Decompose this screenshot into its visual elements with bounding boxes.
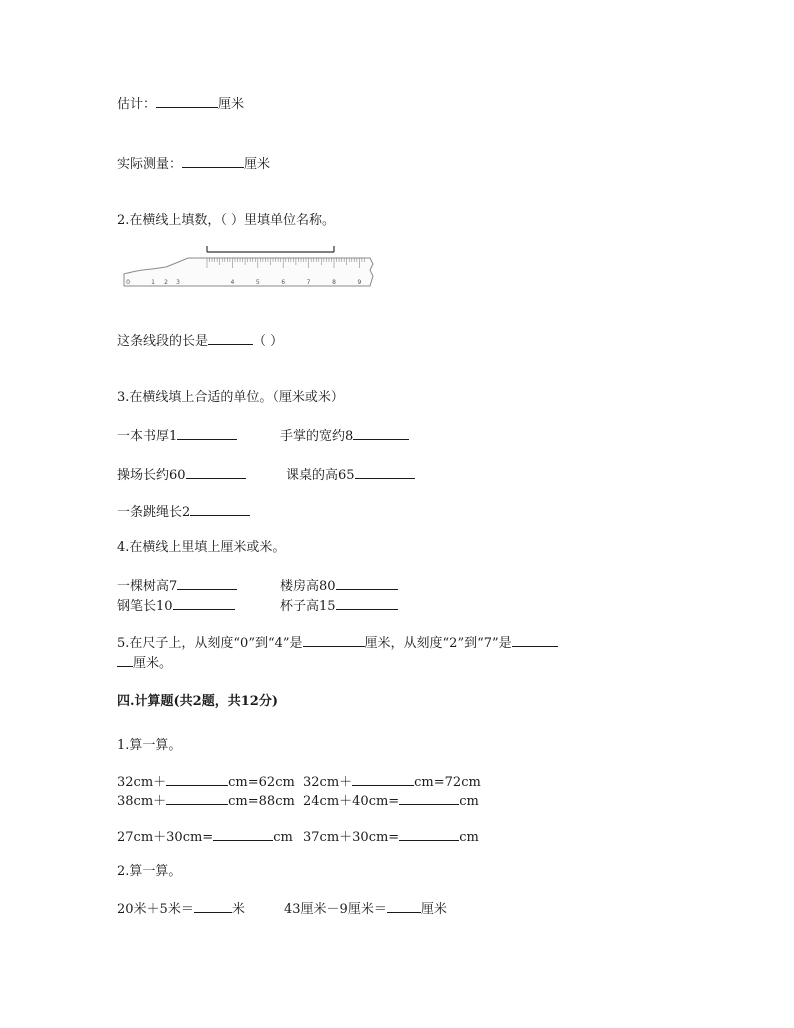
c1-title: 1.算一算。 (117, 738, 182, 753)
q4-item-1-text: 一棵树高7 (117, 579, 178, 594)
ruler-number: 9 (357, 279, 362, 286)
q5-blank-1[interactable] (303, 634, 365, 647)
q2-title: 2.在横线上填数，（ ）里填单位名称。 (117, 213, 336, 228)
c1-expr-4 (303, 792, 479, 810)
q3-title: 3.在横线填上合适的单位。（厘米或米） (117, 390, 344, 405)
c1-expr-6-post: cm (459, 830, 479, 845)
c1-expr-2-blank[interactable] (352, 773, 414, 786)
estimate-blank[interactable] (156, 95, 218, 108)
q3-item-1-text: 一本书厚1 (117, 429, 178, 444)
c2-title: 2.算一算。 (117, 864, 182, 879)
c1-expr-3 (117, 792, 295, 810)
q3-item-2-blank[interactable] (353, 427, 409, 440)
c2-expr-2-pre: 43厘米－9厘米＝ (284, 902, 387, 917)
c1-expr-3-pre: 38cm＋ (117, 794, 167, 809)
c2-expr-1-pre: 20米＋5米＝ (117, 902, 194, 917)
q5-line-1 (117, 634, 558, 652)
q4-item-3-blank[interactable] (173, 597, 235, 610)
q5-part2: 厘米，从刻度“2”到“7”是 (364, 636, 512, 651)
actual-label: 实际测量： (117, 157, 183, 172)
measured-segment (207, 246, 334, 252)
c1-expr-5 (117, 828, 293, 846)
q4-item-4 (280, 597, 398, 615)
c2-expr-1-blank[interactable] (194, 900, 232, 913)
section-title: 四.计算题(共2题，共12分) (117, 694, 278, 709)
ruler-figure (118, 240, 378, 292)
c1-expr-4-pre: 24cm＋40cm= (303, 794, 400, 809)
q4-item-2-blank[interactable] (336, 577, 398, 590)
c1-expr-3-post: cm=88cm (228, 794, 295, 809)
estimate-unit: 厘米 (218, 97, 245, 112)
q3-item-4-blank[interactable] (355, 466, 415, 479)
q3-item-4-text: 课桌的高65 (286, 468, 355, 483)
q5-blank-2-cont[interactable] (117, 654, 133, 667)
q3-item-2 (280, 427, 409, 445)
c1-expr-3-blank[interactable] (166, 792, 228, 805)
q2-answer-line (117, 332, 283, 350)
ruler-number: 6 (281, 279, 286, 286)
ruler-number: 3 (176, 279, 180, 286)
q2-unit-paren[interactable]: （ ） (253, 334, 284, 349)
c1-expr-4-blank[interactable] (399, 792, 459, 805)
q3-item-2-text: 手掌的宽约8 (280, 429, 354, 444)
ruler-number: 8 (332, 279, 336, 286)
q4-item-2-text: 楼房高80 (280, 579, 336, 594)
ruler-number: 2 (164, 279, 168, 286)
q3-item-3-text: 操场长约60 (117, 468, 186, 483)
estimate-label: 估计： (117, 97, 157, 112)
q5-blank-2[interactable] (512, 634, 558, 647)
c1-expr-1-post: cm=62cm (228, 775, 295, 790)
c2-expr-1-post: 米 (231, 902, 245, 917)
ruler-number: 1 (151, 279, 155, 286)
c1-expr-4-post: cm (459, 794, 479, 809)
c1-expr-2 (303, 773, 481, 791)
q2-answer-blank[interactable] (208, 332, 253, 345)
q3-item-1 (117, 427, 237, 445)
c1-expr-6 (303, 828, 479, 846)
q2-answer-prefix: 这条线段的长是 (117, 334, 209, 349)
ruler-number: 4 (230, 279, 235, 286)
c2-expr-1 (117, 900, 245, 918)
q4-item-2 (280, 577, 398, 595)
c1-expr-6-blank[interactable] (399, 828, 459, 841)
c1-expr-2-pre: 32cm＋ (303, 775, 353, 790)
q4-item-3-text: 钢笔长10 (117, 599, 173, 614)
q5-part1: 5.在尺子上，从刻度“0”到“4”是 (117, 636, 303, 651)
q5-line-2 (117, 654, 172, 672)
c1-expr-1 (117, 773, 295, 791)
q3-item-5-blank[interactable] (190, 503, 250, 516)
c2-expr-2-post: 厘米 (420, 902, 447, 917)
c2-expr-2 (284, 900, 447, 918)
q4-item-1 (117, 577, 237, 595)
c1-expr-1-pre: 32cm＋ (117, 775, 167, 790)
q4-item-1-blank[interactable] (177, 577, 237, 590)
ruler-number: 5 (255, 279, 260, 286)
c1-expr-5-pre: 27cm＋30cm= (117, 830, 214, 845)
q5-line2-text: 厘米。 (133, 656, 173, 671)
c1-expr-6-pre: 37cm＋30cm= (303, 830, 400, 845)
c1-expr-5-blank[interactable] (213, 828, 273, 841)
c2-expr-2-blank[interactable] (387, 900, 421, 913)
estimate-line (117, 95, 244, 113)
q4-item-3 (117, 597, 235, 615)
q3-item-3 (117, 466, 246, 484)
c1-expr-2-post: cm=72cm (414, 775, 481, 790)
actual-line (117, 155, 270, 173)
c1-expr-5-post: cm (273, 830, 293, 845)
q3-item-5-text: 一条跳绳长2 (117, 505, 191, 520)
q4-title: 4.在横线上里填上厘米或米。 (117, 540, 286, 555)
q3-item-3-blank[interactable] (186, 466, 246, 479)
actual-unit: 厘米 (244, 157, 271, 172)
q3-item-4 (286, 466, 415, 484)
c1-expr-1-blank[interactable] (166, 773, 228, 786)
q4-item-4-blank[interactable] (336, 597, 398, 610)
q4-item-4-text: 杯子高15 (280, 599, 336, 614)
ruler-number: 0 (126, 279, 130, 286)
q3-item-1-blank[interactable] (177, 427, 237, 440)
ruler-number: 7 (306, 279, 311, 286)
actual-blank[interactable] (182, 155, 244, 168)
q3-item-5 (117, 503, 250, 521)
